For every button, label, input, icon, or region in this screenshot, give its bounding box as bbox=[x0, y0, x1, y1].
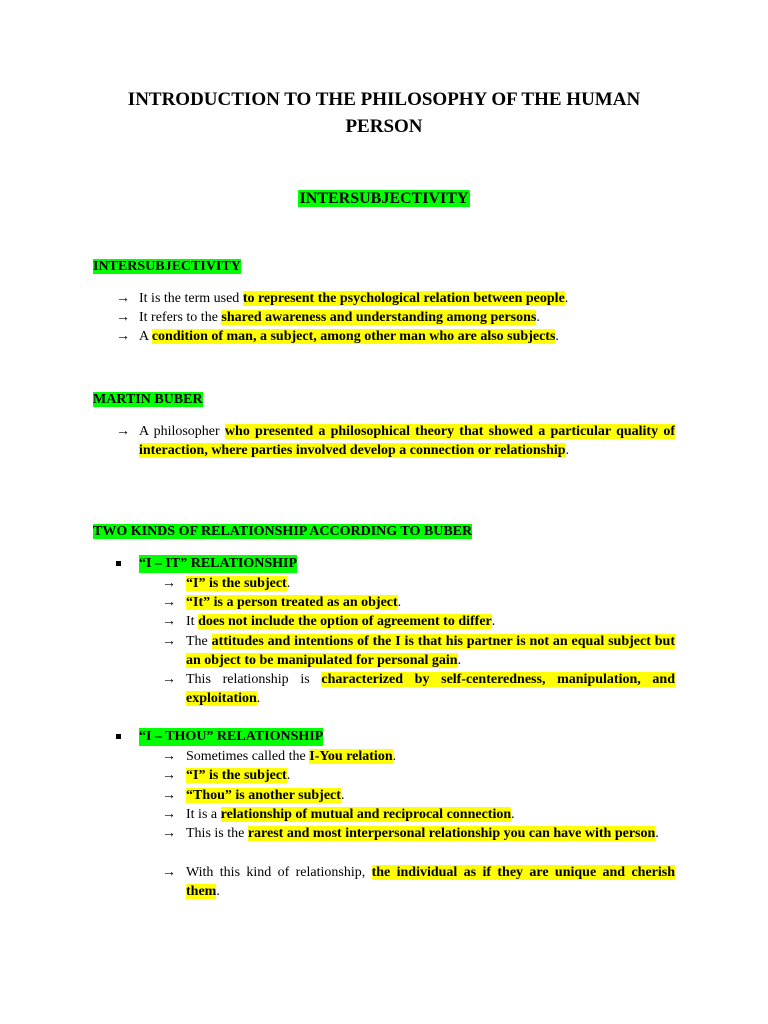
list-item-text bbox=[186, 632, 675, 670]
section-heading-label: TWO KINDS OF RELATIONSHIP ACCORDING TO BUBER bbox=[93, 524, 473, 539]
section-heading-intersubjectivity bbox=[93, 258, 241, 276]
square-bullet-icon bbox=[116, 734, 121, 739]
plain-text: . bbox=[340, 788, 345, 803]
plain-text: It bbox=[186, 614, 199, 629]
bullet-label: “I – IT” RELATIONSHIP bbox=[139, 556, 298, 571]
highlighted-text: “I” is the subject bbox=[186, 576, 287, 591]
arrow-icon: → bbox=[162, 595, 176, 610]
plain-text: . bbox=[491, 614, 496, 629]
plain-text: It refers to the bbox=[139, 310, 222, 325]
plain-text: It is a bbox=[186, 807, 221, 822]
list-item-text bbox=[186, 593, 675, 612]
plain-text: . bbox=[655, 826, 659, 841]
plain-text: A bbox=[139, 329, 152, 344]
highlighted-text: rarest and most interpersonal relationship you can have with person bbox=[247, 826, 656, 841]
arrow-icon: → bbox=[162, 807, 176, 822]
list-item-text bbox=[186, 824, 675, 843]
highlighted-text: I-You relation bbox=[309, 749, 393, 764]
arrow-icon: → bbox=[116, 424, 130, 439]
list-item-text bbox=[139, 422, 675, 460]
highlighted-text: “It” is a person treated as an object bbox=[186, 595, 398, 610]
arrow-icon: → bbox=[116, 310, 130, 325]
plain-text: With this kind of relationship, bbox=[186, 865, 372, 880]
plain-text: . bbox=[555, 329, 559, 344]
highlighted-text: the individual as if they are unique and cherish them bbox=[186, 865, 676, 900]
arrow-icon: → bbox=[162, 749, 176, 764]
arrow-icon: → bbox=[162, 788, 176, 803]
highlighted-text: attitudes and intentions of the I is that his partner is not an equal subject but an object to be manipulated for personal gain bbox=[186, 634, 676, 669]
arrow-icon: → bbox=[162, 614, 176, 629]
plain-text: . bbox=[457, 653, 462, 669]
arrow-icon: → bbox=[116, 291, 130, 306]
plain-text: . bbox=[216, 884, 220, 900]
highlighted-text: shared awareness and understanding among persons bbox=[221, 310, 537, 325]
section-heading-two-kinds bbox=[93, 523, 472, 541]
bullet-label: “I – THOU” RELATIONSHIP bbox=[139, 729, 324, 744]
plain-text: . bbox=[286, 576, 291, 591]
list-item-text bbox=[186, 766, 675, 785]
plain-text: Sometimes called the bbox=[186, 749, 310, 764]
plain-text: . bbox=[397, 595, 402, 610]
plain-text: . bbox=[286, 768, 291, 783]
list-item-text bbox=[139, 327, 675, 346]
list-item-text bbox=[186, 786, 675, 805]
plain-text: It is the term used bbox=[139, 291, 243, 306]
arrow-icon: → bbox=[162, 768, 176, 783]
plain-text: A philosopher bbox=[139, 424, 225, 439]
plain-text: . bbox=[256, 691, 261, 707]
highlighted-text: relationship of mutual and reciprocal connection bbox=[220, 807, 512, 822]
list-item-text bbox=[186, 574, 675, 593]
square-bullet-icon bbox=[116, 561, 121, 566]
list-item-text bbox=[139, 289, 675, 308]
list-item-text bbox=[186, 747, 675, 766]
highlighted-text: who presented a philosophical theory that showed a particular quality of interaction, where parties involved develop a connection or relationship bbox=[139, 424, 675, 459]
plain-text: . bbox=[392, 749, 397, 764]
list-item-text bbox=[186, 863, 675, 901]
list-item-text bbox=[186, 670, 675, 708]
arrow-icon: → bbox=[116, 329, 130, 344]
arrow-icon: → bbox=[162, 826, 176, 841]
plain-text: . bbox=[565, 443, 570, 459]
plain-text: The bbox=[186, 634, 212, 649]
highlighted-text: to represent the psychological relation between people bbox=[242, 291, 565, 306]
arrow-icon: → bbox=[162, 672, 176, 687]
subtitle-wrap bbox=[0, 189, 768, 209]
arrow-icon: → bbox=[162, 865, 176, 880]
plain-text: This relationship is bbox=[186, 672, 322, 687]
section-heading-martin-buber bbox=[93, 391, 203, 409]
plain-text: . bbox=[564, 291, 569, 306]
highlighted-text: “I” is the subject bbox=[186, 768, 287, 783]
document-title: INTRODUCTION TO THE PHILOSOPHY OF THE HUMAN PERSON bbox=[127, 89, 641, 137]
plain-text: This is the bbox=[186, 826, 248, 841]
section-heading-label: INTERSUBJECTIVITY bbox=[93, 259, 241, 274]
list-item-text bbox=[186, 805, 675, 824]
highlighted-text: characterized by self-centeredness, manipulation, and exploitation bbox=[186, 672, 675, 707]
list-item-text bbox=[139, 308, 675, 327]
highlighted-text: “Thou” is another subject bbox=[186, 788, 341, 803]
plain-text: . bbox=[511, 807, 515, 822]
section-heading-label: MARTIN BUBER bbox=[93, 392, 203, 407]
plain-text: . bbox=[536, 310, 540, 325]
arrow-icon: → bbox=[162, 576, 176, 591]
arrow-icon: → bbox=[162, 634, 176, 649]
highlighted-text: does not include the option of agreement to differ bbox=[198, 614, 492, 629]
highlighted-text: condition of man, a subject, among other man who are also subjects bbox=[151, 329, 556, 344]
list-item-text bbox=[186, 612, 675, 631]
document-subtitle: INTERSUBJECTIVITY bbox=[299, 190, 469, 207]
